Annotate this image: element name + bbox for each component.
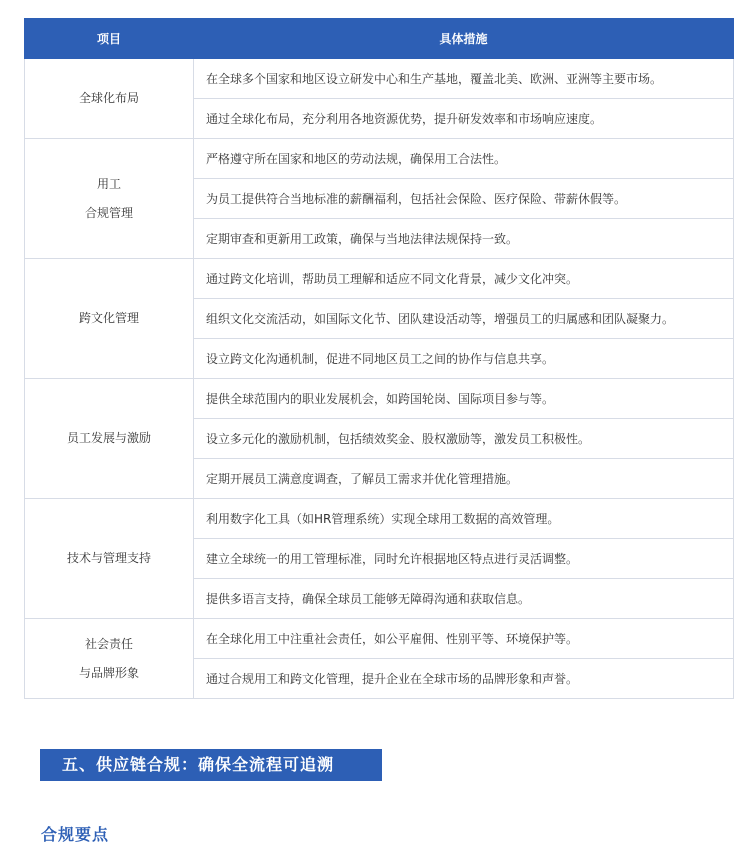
section-banner: 五、供应链合规：确保全流程可追溯 — [40, 749, 382, 781]
category-label: 员工发展与激励 — [66, 431, 151, 445]
table-row — [25, 139, 734, 179]
category-label: 社会责任 — [84, 636, 133, 651]
category-label: 全球化布局 — [78, 91, 139, 105]
measure-cell: 提供全球范围内的职业发展机会，如跨国轮岗、国际项目参与等。 — [194, 379, 734, 419]
measure-cell: 提供多语言支持，确保全球员工能够无障碍沟通和获取信息。 — [194, 579, 734, 619]
category-cell — [25, 259, 194, 379]
measures-table-container — [24, 18, 733, 699]
measure-cell: 在全球化用工中注重社会责任，如公平雇佣、性别平等、环境保护等。 — [194, 619, 734, 659]
measure-cell: 通过跨文化培训，帮助员工理解和适应不同文化背景，减少文化冲突。 — [194, 259, 734, 299]
measure-cell: 设立多元化的激励机制，包括绩效奖金、股权激励等，激发员工积极性。 — [194, 419, 734, 459]
measure-cell: 利用数字化工具（如HR管理系统）实现全球用工数据的高效管理。 — [194, 499, 734, 539]
table-header-row — [25, 19, 734, 59]
table-row — [25, 59, 734, 99]
category-cell — [25, 619, 194, 699]
category-cell — [25, 379, 194, 499]
category-label: 技术与管理支持 — [66, 551, 151, 565]
header-measures: 具体措施 — [194, 19, 734, 59]
header-item: 项目 — [25, 19, 194, 59]
category-label: 跨文化管理 — [78, 311, 139, 325]
measures-table — [24, 18, 734, 699]
table-row — [25, 499, 734, 539]
category-cell — [25, 59, 194, 139]
category-cell — [25, 499, 194, 619]
measure-cell: 组织文化交流活动，如国际文化节、团队建设活动等，增强员工的归属感和团队凝聚力。 — [194, 299, 734, 339]
category-label: 与品牌形象 — [78, 665, 139, 680]
table-row — [25, 619, 734, 659]
category-label: 合规管理 — [84, 205, 133, 220]
measure-cell: 建立全球统一的用工管理标准，同时允许根据地区特点进行灵活调整。 — [194, 539, 734, 579]
table-row — [25, 379, 734, 419]
section-subheading: 合规要点 — [41, 825, 110, 844]
measure-cell: 严格遵守所在国家和地区的劳动法规，确保用工合法性。 — [194, 139, 734, 179]
table-row — [25, 259, 734, 299]
measure-cell: 为员工提供符合当地标准的薪酬福利，包括社会保险、医疗保险、带薪休假等。 — [194, 179, 734, 219]
measure-cell: 通过全球化布局，充分利用各地资源优势，提升研发效率和市场响应速度。 — [194, 99, 734, 139]
measure-cell: 在全球多个国家和地区设立研发中心和生产基地，覆盖北美、欧洲、亚洲等主要市场。 — [194, 59, 734, 99]
measure-cell: 设立跨文化沟通机制，促进不同地区员工之间的协作与信息共享。 — [194, 339, 734, 379]
category-cell — [25, 139, 194, 259]
measure-cell: 通过合规用工和跨文化管理，提升企业在全球市场的品牌形象和声誉。 — [194, 659, 734, 699]
measure-cell: 定期审查和更新用工政策，确保与当地法律法规保持一致。 — [194, 219, 734, 259]
category-label: 用工 — [96, 176, 121, 191]
measure-cell: 定期开展员工满意度调查，了解员工需求并优化管理措施。 — [194, 459, 734, 499]
